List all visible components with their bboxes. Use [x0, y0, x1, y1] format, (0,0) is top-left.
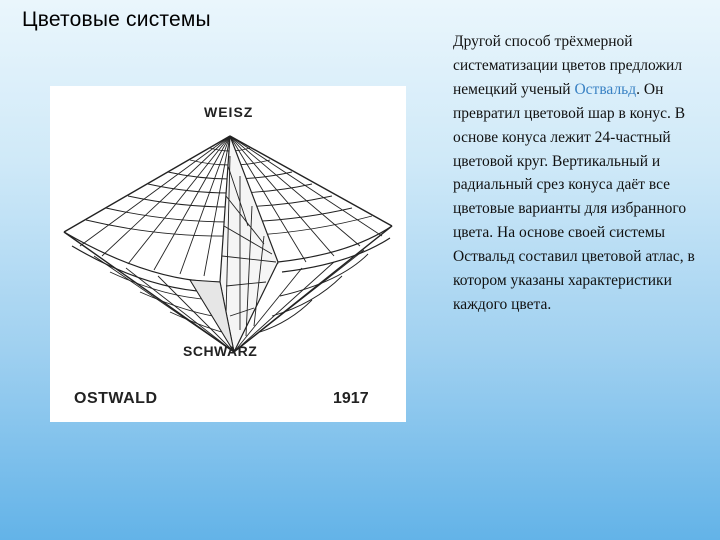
highlighted-name: Оствальд	[574, 80, 637, 98]
description-part-1: Другой способ трёхмерной систематизации цветов предложил немецкий ученый	[453, 33, 683, 98]
slide-title: Цветовые системы	[22, 8, 211, 31]
description-part-2: . Он превратил цветовой шар в конус. В основе конуса лежит 24-частный цветовой круг. Вертикальный и радиальный срез конуса даёт все цветовые варианты для избранного цвета. На основе своей системы Оствальд составил цветовой атлас, в котором указаны характеристики каждого цвета.	[453, 80, 695, 313]
figure-bottom-label: SCHWARZ	[183, 343, 258, 359]
figure-top-label: WEISZ	[204, 104, 254, 120]
figure-year-label: 1917	[333, 390, 369, 407]
description-text	[453, 30, 703, 317]
figure-author-label: OSTWALD	[74, 390, 158, 407]
ostwald-double-cone-drawing	[50, 86, 406, 422]
ostwald-cone-figure	[50, 86, 406, 422]
